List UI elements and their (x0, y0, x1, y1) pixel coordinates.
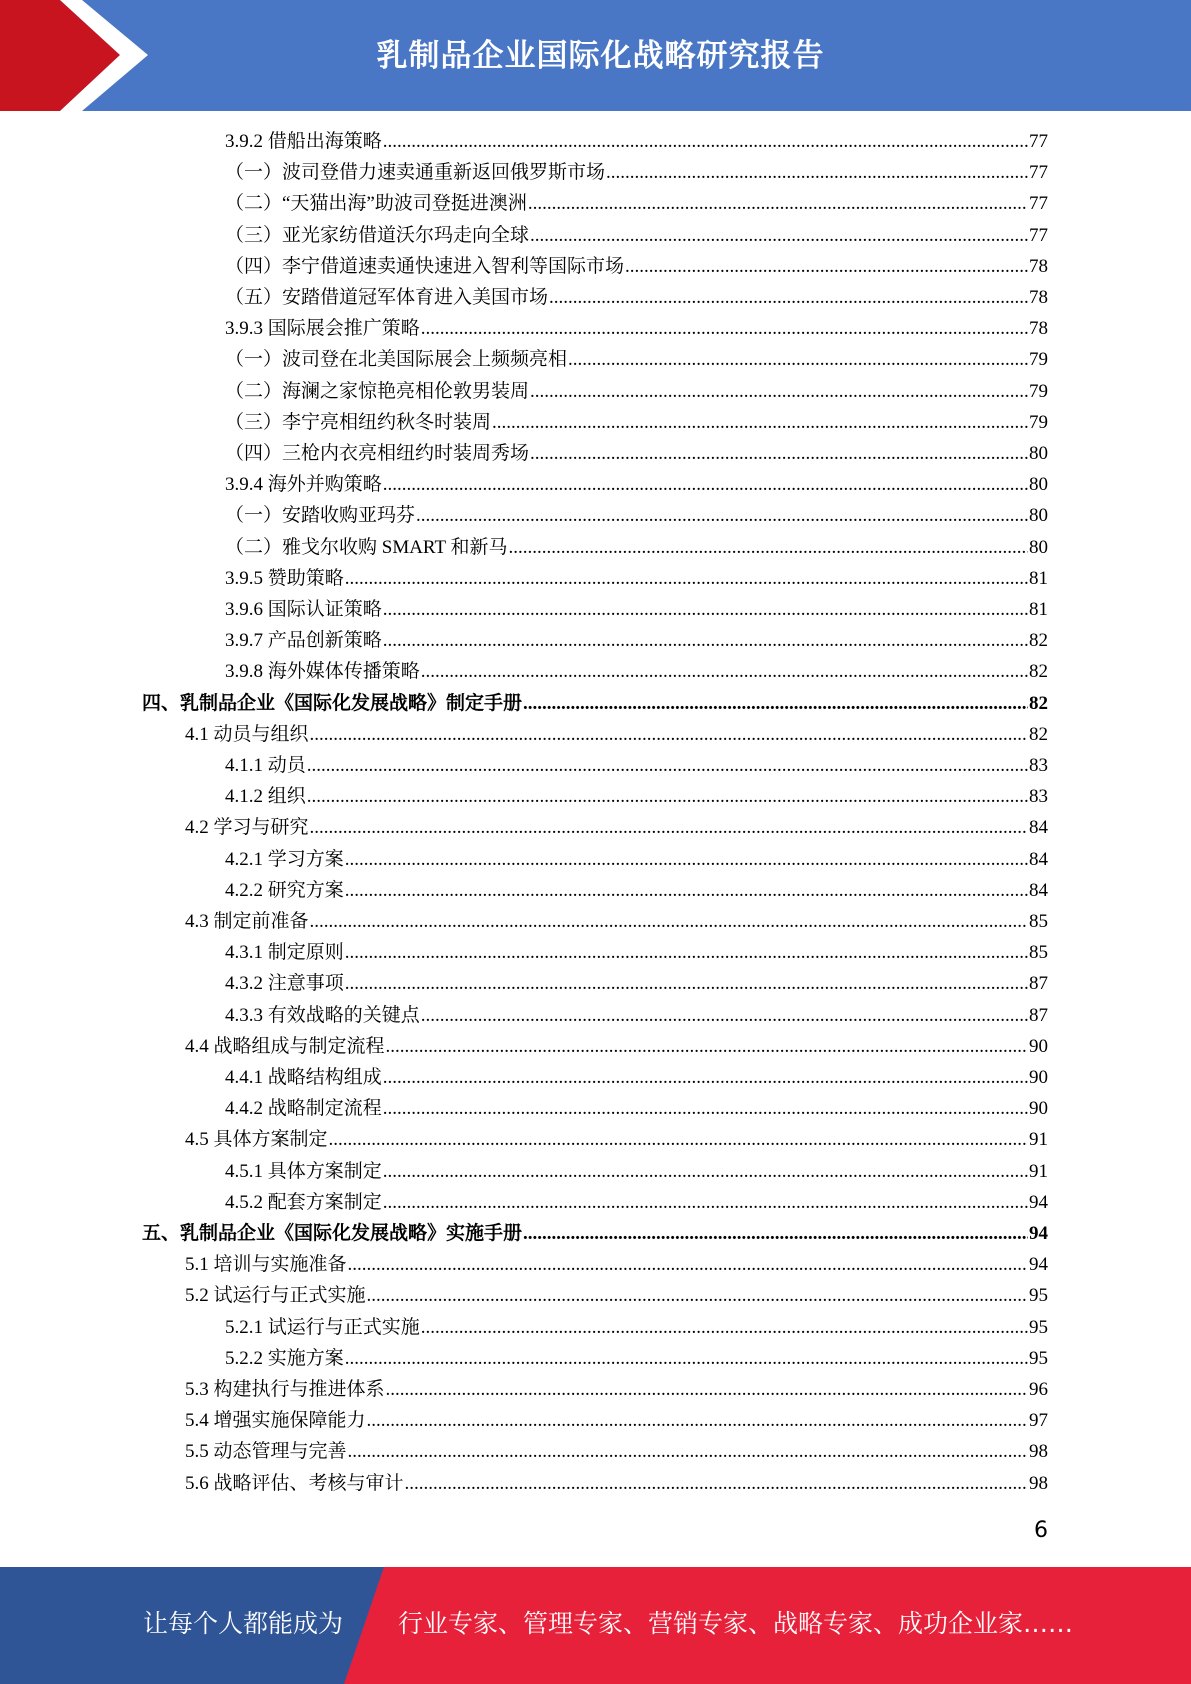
toc-dot-leader (530, 376, 1028, 407)
toc-entry-title: （二）“天猫出海”助波司登挺进澳洲 (225, 193, 527, 215)
toc-entry-title: 4.5.2 配套方案制定 (225, 1191, 382, 1213)
toc-dot-leader (307, 781, 1028, 812)
toc-dot-leader (348, 1249, 1028, 1280)
toc-entry-page: 85 (1029, 911, 1048, 932)
toc-entry-title: 3.9.7 产品创新策略 (225, 630, 382, 652)
toc-entry-page: 81 (1029, 599, 1048, 620)
toc-entry-title: （四）三枪内衣亮相纽约时装周秀场 (225, 443, 530, 464)
toc-dot-leader (310, 812, 1028, 843)
toc-entry-title: 4.1 动员与组织 (185, 723, 309, 745)
toc-dot-leader (530, 220, 1028, 251)
toc-entry-page: 80 (1029, 536, 1048, 558)
toc-entry-page: 78 (1029, 287, 1048, 308)
toc-entry-title: 4.4.1 战略结构组成 (225, 1067, 382, 1088)
toc-dot-leader (348, 1436, 1028, 1467)
toc-entry-title: （一）安踏收购亚玛芬 (225, 505, 416, 527)
toc-dot-leader (345, 937, 1028, 968)
toc-dot-leader (530, 438, 1028, 469)
toc-entry-page: 81 (1029, 567, 1048, 589)
toc-entry-page: 91 (1029, 1160, 1048, 1182)
toc-entry[interactable] (225, 781, 1048, 812)
toc-dot-leader (367, 1280, 1028, 1311)
toc-entry-title: 五、乳制品企业《国际化发展战略》实施手册 (142, 1223, 523, 1244)
toc-entry[interactable] (225, 344, 1048, 375)
toc-dot-leader (421, 313, 1028, 344)
toc-dot-leader (345, 875, 1028, 906)
toc-dot-leader (383, 1093, 1028, 1124)
toc-entry-page: 79 (1029, 349, 1048, 371)
toc-dot-leader (523, 688, 1028, 719)
toc-entry[interactable] (225, 1187, 1048, 1218)
toc-entry[interactable] (225, 1312, 1048, 1343)
toc-entry[interactable] (225, 313, 1048, 344)
page-footer (0, 1567, 1191, 1684)
toc-entry[interactable] (225, 1093, 1048, 1124)
toc-entry-page: 98 (1029, 1441, 1048, 1463)
toc-entry[interactable] (185, 906, 1048, 937)
toc-dot-leader (549, 282, 1028, 313)
toc-entry-title: 4.1.2 组织 (225, 786, 306, 808)
toc-entry-title: 5.5 动态管理与完善 (185, 1441, 347, 1463)
toc-entry-page: 96 (1029, 1379, 1048, 1400)
toc-entry-title: 5.2.2 实施方案 (225, 1347, 344, 1369)
toc-entry-title: （二）雅戈尔收购 SMART 和新马 (225, 536, 508, 558)
toc-dot-leader (345, 563, 1028, 594)
toc-entry[interactable] (185, 1405, 1048, 1436)
toc-entry-page: 82 (1029, 661, 1048, 683)
toc-entry[interactable] (225, 532, 1048, 563)
toc-dot-leader (416, 500, 1028, 531)
toc-entry[interactable] (225, 188, 1048, 219)
toc-dot-leader (386, 1374, 1028, 1405)
toc-entry-title: 5.4 增强实施保障能力 (185, 1410, 366, 1432)
toc-dot-leader (367, 1405, 1028, 1436)
toc-entry-page: 98 (1029, 1472, 1048, 1494)
page-header (0, 0, 1191, 111)
toc-entry-page: 95 (1029, 1347, 1048, 1369)
toc-entry-page: 82 (1029, 630, 1048, 652)
toc-entry[interactable] (185, 1124, 1048, 1155)
toc-entry[interactable] (225, 1062, 1048, 1093)
toc-entry-page: 83 (1029, 755, 1048, 776)
toc-entry-title: 4.5.1 具体方案制定 (225, 1160, 382, 1182)
toc-entry[interactable] (225, 750, 1048, 781)
toc-entry-page: 85 (1029, 942, 1048, 964)
toc-dot-leader (310, 906, 1028, 937)
toc-entry-title: 4.3.2 注意事项 (225, 973, 344, 995)
toc-entry-page: 87 (1029, 1004, 1048, 1026)
toc-entry-page: 78 (1029, 318, 1048, 340)
toc-entry[interactable] (185, 1374, 1048, 1405)
toc-entry[interactable] (225, 157, 1048, 188)
toc-dot-leader (405, 1468, 1028, 1499)
toc-entry[interactable] (225, 500, 1048, 531)
toc-dot-leader (386, 1031, 1028, 1062)
toc-dot-leader (383, 469, 1028, 500)
toc-dot-leader (528, 188, 1028, 219)
toc-dot-leader (345, 1343, 1028, 1374)
toc-entry[interactable] (185, 1280, 1048, 1311)
toc-entry-page: 84 (1029, 817, 1048, 839)
toc-entry-title: （三）亚光家纺借道沃尔玛走向全球 (225, 224, 530, 246)
toc-entry[interactable] (225, 251, 1048, 282)
toc-entry[interactable] (142, 1218, 1048, 1249)
toc-entry-title: 5.1 培训与实施准备 (185, 1254, 347, 1276)
toc-dot-leader (383, 594, 1028, 625)
toc-entry-page: 90 (1029, 1067, 1048, 1088)
toc-dot-leader (329, 1124, 1028, 1155)
toc-entry-page: 90 (1029, 1098, 1048, 1120)
toc-entry[interactable] (225, 407, 1048, 438)
toc-entry-page: 90 (1029, 1035, 1048, 1057)
toc-entry[interactable] (225, 968, 1048, 999)
toc-dot-leader (383, 625, 1028, 656)
toc-entry[interactable] (225, 376, 1048, 407)
toc-entry[interactable] (225, 937, 1048, 968)
toc-entry-page: 87 (1029, 973, 1048, 995)
toc-entry-page: 78 (1029, 255, 1048, 277)
toc-entry[interactable] (225, 1000, 1048, 1031)
toc-dot-leader (383, 1187, 1028, 1218)
toc-dot-leader (421, 1312, 1028, 1343)
toc-entry-title: （三）李宁亮相纽约秋冬时装周 (225, 411, 492, 433)
toc-entry-page: 91 (1029, 1129, 1048, 1151)
toc-dot-leader (508, 532, 1028, 563)
toc-entry-title: 3.9.3 国际展会推广策略 (225, 318, 420, 340)
toc-entry-page: 80 (1029, 474, 1048, 496)
toc-entry[interactable] (185, 1031, 1048, 1062)
toc-entry-page: 95 (1029, 1316, 1048, 1338)
toc-dot-leader (523, 1218, 1028, 1249)
footer-slogan-left: 让每个人都能成为 (143, 1609, 344, 1638)
toc-entry-title: 四、乳制品企业《国际化发展战略》制定手册 (142, 692, 523, 714)
toc-entry-title: 4.2.2 研究方案 (225, 879, 344, 901)
footer-slogan-right: 行业专家、管理专家、营销专家、战略专家、成功企业家…… (398, 1609, 1074, 1638)
toc-entry-title: 3.9.8 海外媒体传播策略 (225, 661, 420, 683)
toc-dot-leader (625, 251, 1028, 282)
toc-entry[interactable] (225, 282, 1048, 313)
toc-entry-title: 4.4 战略组成与制定流程 (185, 1035, 385, 1057)
toc-entry-title: （五）安踏借道冠军体育进入美国市场 (225, 287, 549, 308)
toc-entry-title: 5.3 构建执行与推进体系 (185, 1379, 385, 1400)
toc-entry-title: 4.3.3 有效战略的关键点 (225, 1004, 420, 1026)
toc-entry[interactable] (185, 812, 1048, 843)
toc-dot-leader (421, 1000, 1028, 1031)
toc-entry-page: 77 (1029, 162, 1048, 184)
toc-dot-leader (421, 656, 1028, 687)
toc-dot-leader (492, 407, 1028, 438)
toc-entry-title: 4.1.1 动员 (225, 755, 306, 776)
toc-entry-page: 84 (1029, 879, 1048, 901)
toc-entry[interactable] (225, 844, 1048, 875)
toc-dot-leader (383, 1156, 1028, 1187)
toc-entry-title: 4.2.1 学习方案 (225, 848, 344, 870)
toc-entry[interactable] (185, 1249, 1048, 1280)
toc-entry-title: （四）李宁借道速卖通快速进入智利等国际市场 (225, 255, 625, 277)
toc-entry-page: 94 (1029, 1254, 1048, 1276)
toc-entry[interactable] (225, 1156, 1048, 1187)
toc-entry-page: 82 (1029, 692, 1048, 714)
toc-entry-page: 80 (1029, 505, 1048, 527)
toc-entry-page: 84 (1029, 848, 1048, 870)
toc-entry-title: 4.3.1 制定原则 (225, 942, 344, 964)
toc-entry-title: 4.3 制定前准备 (185, 911, 309, 932)
toc-dot-leader (307, 750, 1028, 781)
toc-dot-leader (310, 719, 1028, 750)
toc-entry-page: 79 (1029, 411, 1048, 433)
toc-entry-page: 77 (1029, 224, 1048, 246)
toc-entry-title: 3.9.2 借船出海策略 (225, 131, 382, 152)
toc-dot-leader (606, 157, 1028, 188)
toc-dot-leader (383, 1062, 1028, 1093)
toc-entry-title: 5.2 试运行与正式实施 (185, 1285, 366, 1307)
toc-entry-title: 3.9.5 赞助策略 (225, 567, 344, 589)
toc-entry-page: 79 (1029, 380, 1048, 402)
toc-entry-page: 95 (1029, 1285, 1048, 1307)
toc-entry-page: 83 (1029, 786, 1048, 808)
toc-entry[interactable] (225, 875, 1048, 906)
toc-entry[interactable] (225, 656, 1048, 687)
toc-entry-title: 3.9.4 海外并购策略 (225, 474, 382, 496)
page-number: 6 (1034, 1518, 1048, 1543)
toc-entry-title: 3.9.6 国际认证策略 (225, 599, 382, 620)
toc-entry[interactable] (225, 1343, 1048, 1374)
toc-entry-title: 5.6 战略评估、考核与审计 (185, 1472, 404, 1494)
toc-entry[interactable] (225, 438, 1048, 469)
toc-entry[interactable] (142, 688, 1048, 719)
toc-entry-page: 82 (1029, 723, 1048, 745)
toc-dot-leader (345, 844, 1028, 875)
toc-entry[interactable] (225, 126, 1048, 157)
toc-dot-leader (383, 126, 1028, 157)
toc-entry[interactable] (225, 220, 1048, 251)
toc-entry-page: 97 (1029, 1410, 1048, 1432)
toc-entry[interactable] (225, 469, 1048, 500)
toc-entry[interactable] (225, 563, 1048, 594)
toc-entry[interactable] (225, 625, 1048, 656)
toc-entry-title: （一）波司登借力速卖通重新返回俄罗斯市场 (225, 162, 606, 184)
toc-entry-page: 80 (1029, 443, 1048, 464)
toc-dot-leader (345, 968, 1028, 999)
toc-dot-leader (568, 344, 1028, 375)
toc-entry-title: 4.5 具体方案制定 (185, 1129, 328, 1151)
toc-entry[interactable] (185, 1468, 1048, 1499)
report-title: 乳制品企业国际化战略研究报告 (376, 38, 825, 74)
toc-entry-title: 4.2 学习与研究 (185, 817, 309, 839)
toc-entry-title: 5.2.1 试运行与正式实施 (225, 1316, 420, 1338)
toc-entry-title: （一）波司登在北美国际展会上频频亮相 (225, 349, 568, 371)
toc-entry-title: 4.4.2 战略制定流程 (225, 1098, 382, 1120)
toc-entry[interactable] (185, 719, 1048, 750)
toc-entry-title: （二）海澜之家惊艳亮相伦敦男装周 (225, 380, 530, 402)
toc-entry-page: 77 (1029, 193, 1048, 215)
toc-entry[interactable] (225, 594, 1048, 625)
toc-entry-page: 94 (1029, 1223, 1048, 1244)
toc-entry-page: 94 (1029, 1191, 1048, 1213)
toc-entry-page: 77 (1029, 131, 1048, 152)
toc-entry[interactable] (185, 1436, 1048, 1467)
